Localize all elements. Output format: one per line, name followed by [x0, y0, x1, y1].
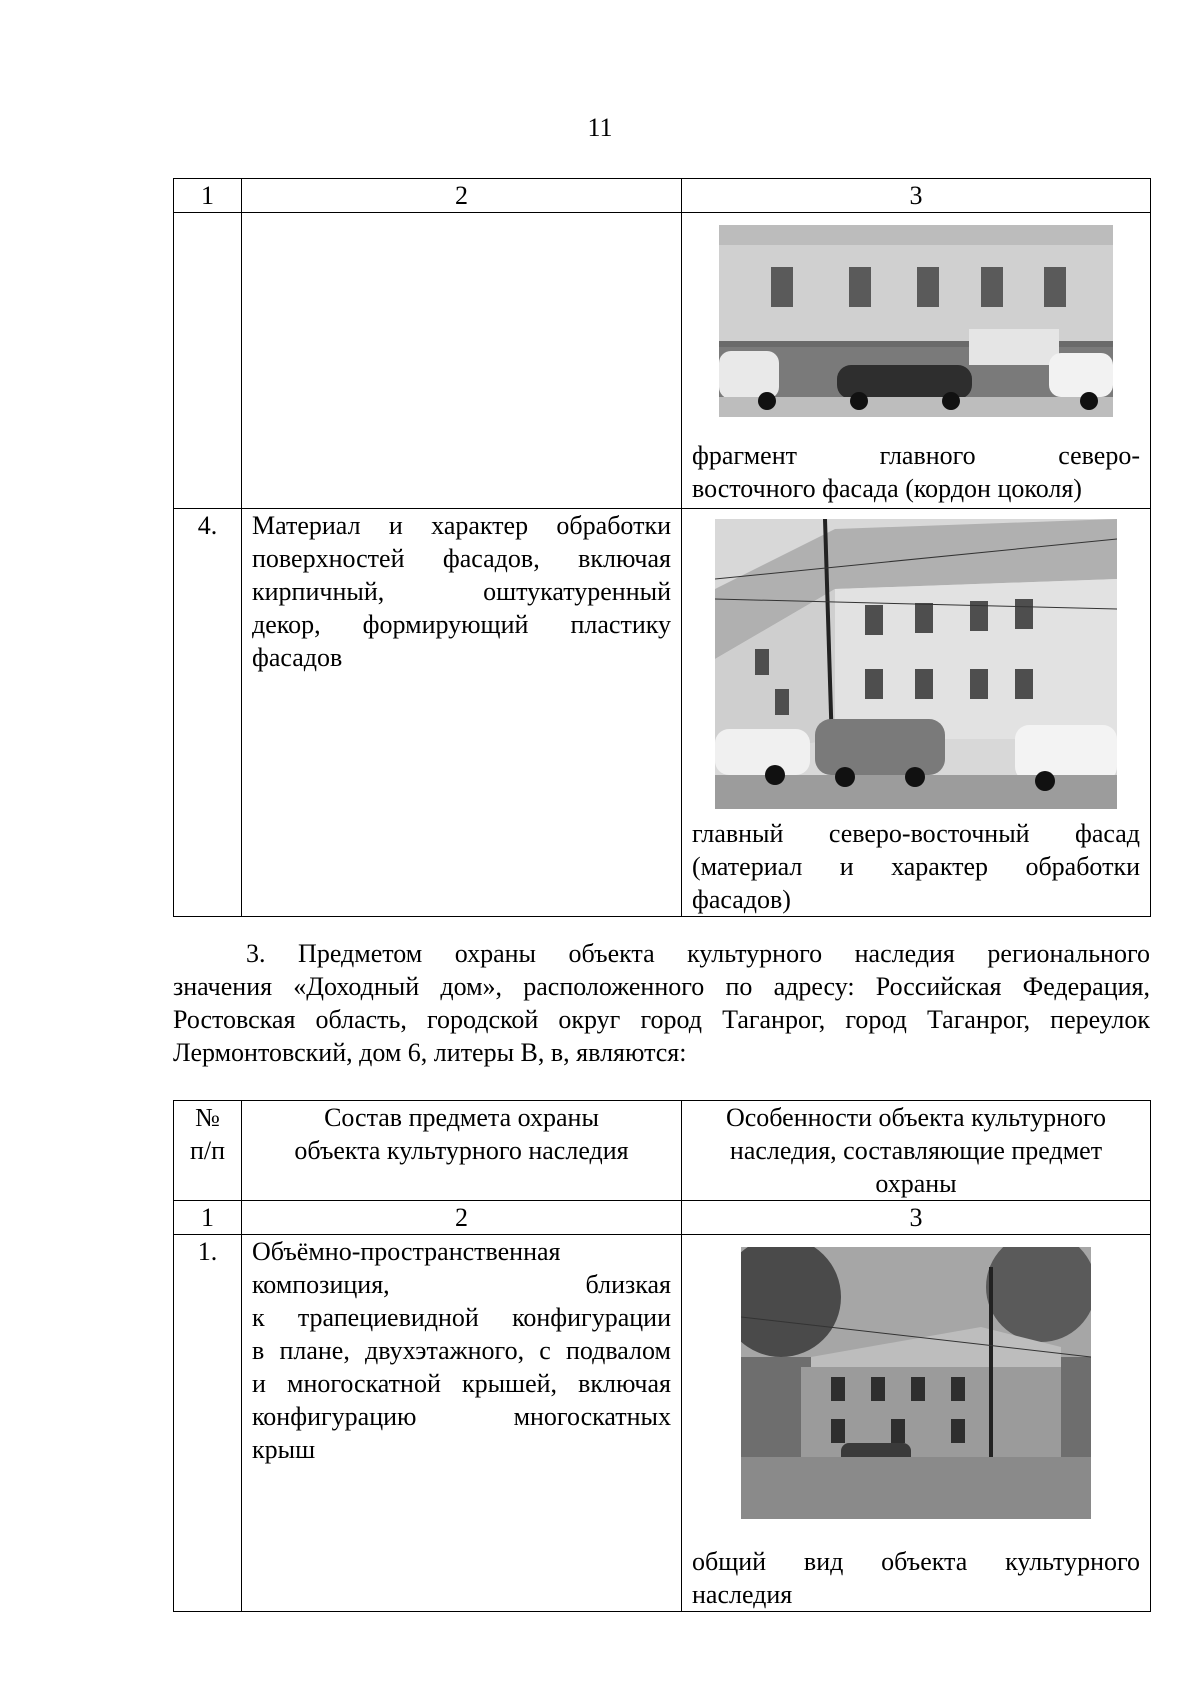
description-line: крыш — [252, 1435, 316, 1464]
description-line: кирпичный, оштукатуренный — [252, 577, 671, 606]
photo-caption-line: восточного фасада (кордон цоколя) — [692, 474, 1082, 503]
paragraph-line: Ростовская область, городской округ город Таганрог, город Таганрог, переулок — [173, 1005, 1150, 1034]
photo-caption-line: наследия — [692, 1580, 793, 1609]
row-feature-cell — [682, 509, 1151, 917]
description-line: поверхностей фасадов, включая — [252, 544, 671, 573]
table-column-numbers — [174, 179, 1151, 213]
paragraph-line: 3. Предметом охраны объекта культурного наследия регионального — [246, 939, 1150, 968]
protection-subject-table — [173, 1100, 1151, 1612]
table-continuation — [173, 178, 1151, 917]
row-description — [242, 1235, 682, 1612]
row-number: 1. — [174, 1235, 242, 1612]
header-number-cell — [174, 1101, 242, 1201]
photo-caption-line: (материал и характер обработки — [692, 852, 1140, 881]
column-number: 1 — [174, 1201, 242, 1235]
header-composition-cell — [242, 1101, 682, 1201]
building-corner-photo — [715, 519, 1117, 809]
building-facade-photo — [719, 225, 1113, 417]
page-number: 11 — [587, 113, 613, 142]
column-number: 2 — [242, 1201, 682, 1235]
column-number: 1 — [174, 179, 242, 213]
header-line: Состав предмета охраны — [324, 1103, 599, 1132]
header-line: п/п — [189, 1136, 226, 1165]
description-line: композиция, близкая — [252, 1270, 671, 1299]
paragraph-line: Лермонтовский, дом 6, литеры В, в, являются: — [173, 1038, 687, 1067]
photo-caption-line: главный северо-восточный фасад — [692, 819, 1140, 848]
row-number — [174, 213, 242, 509]
building-general-view-photo — [741, 1247, 1091, 1519]
row-description — [242, 213, 682, 509]
row-feature-cell — [682, 213, 1151, 509]
description-line: Объёмно-пространственная — [252, 1237, 561, 1266]
header-features-cell — [682, 1101, 1151, 1201]
header-line: Особенности объекта культурного — [725, 1103, 1107, 1132]
row-number: 4. — [174, 509, 242, 917]
row-description — [242, 509, 682, 917]
header-line: наследия, составляющие предмет — [729, 1136, 1103, 1165]
description-line: к трапециевидной конфигурации — [252, 1303, 671, 1332]
header-line: № — [195, 1103, 220, 1132]
table-header-row — [174, 1101, 1151, 1201]
description-line: в плане, двухэтажного, с подвалом — [252, 1336, 671, 1365]
paragraph-line: значения «Доходный дом», расположенного по адресу: Российская Федерация, — [173, 972, 1150, 1001]
photo-caption-line: фасадов) — [692, 885, 791, 914]
header-line: охраны — [875, 1169, 957, 1198]
table-column-numbers — [174, 1201, 1151, 1235]
photo-caption-line: фрагмент главного северо- — [692, 441, 1140, 470]
table-row — [174, 1235, 1151, 1612]
header-line: объекта культурного наследия — [294, 1136, 629, 1165]
column-number: 2 — [242, 179, 682, 213]
description-line: фасадов — [252, 643, 343, 672]
description-line: и многоскатной крышей, включая — [252, 1369, 671, 1398]
description-line: Материал и характер обработки — [252, 511, 671, 540]
table-row — [174, 509, 1151, 917]
column-number: 3 — [682, 179, 1151, 213]
section-3-paragraph — [173, 937, 1150, 1069]
photo-caption-line: общий вид объекта культурного — [692, 1547, 1140, 1576]
row-feature-cell — [682, 1235, 1151, 1612]
description-line: конфигурацию многоскатных — [252, 1402, 671, 1431]
table-row — [174, 213, 1151, 509]
description-line: декор, формирующий пластику — [252, 610, 671, 639]
column-number: 3 — [682, 1201, 1151, 1235]
